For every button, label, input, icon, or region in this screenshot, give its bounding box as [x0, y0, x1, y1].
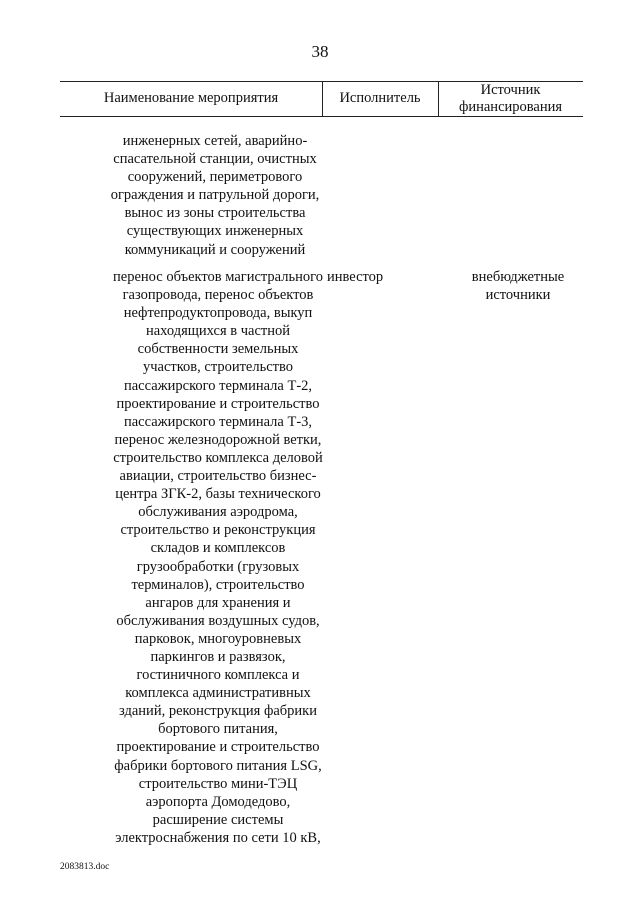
document-footer: 2083813.doc	[60, 862, 110, 872]
header-executor: Исполнитель	[339, 90, 421, 106]
row-executor-cell: инвестор	[327, 269, 384, 285]
table-header-rule	[60, 116, 583, 117]
header-name: Наименование мероприятия	[103, 90, 279, 106]
page-number: 38	[311, 42, 329, 61]
row-name-cell: перенос объектов магистрального газопровода, перенос объектов нефтепродуктопровода, выкуп находящихся в частной собственности земельных участков, строительство пассажирского терминала Т-2, проектирование и строительство пассажирского терминала Т-3, перенос железнодорожной ветки, строительство комплекса деловой авиации, строительство бизнес- центра ЗГК-2, базы технического обслуживания аэродрома, строительство и реконструкция складов и комплексов грузообработки (грузовых терминалов), строительство ангаров для хранения и обслуживания воздушных судов, парковок, многоуровневых паркингов и развязок, гостиничного комплекса и комплекса административных зданий, реконструкция фабрики бортового питания, проектирование и строительство фабрики бортового питания LSG, строительство мини-ТЭЦ аэропорта Домодедово, расширение системы электроснабжения по сети 10 кВ,	[113, 269, 323, 846]
header-funding: Источник финансирования	[458, 82, 563, 115]
row-name-cell: инженерных сетей, аварийно- спасательной станции, очистных сооружений, периметрового ограждения и патрульной дороги, вынос из зоны строительства существующих инженерных коммуникаций и сооружений	[110, 133, 320, 258]
row-funding-cell: внебюджетные источники	[471, 269, 565, 304]
